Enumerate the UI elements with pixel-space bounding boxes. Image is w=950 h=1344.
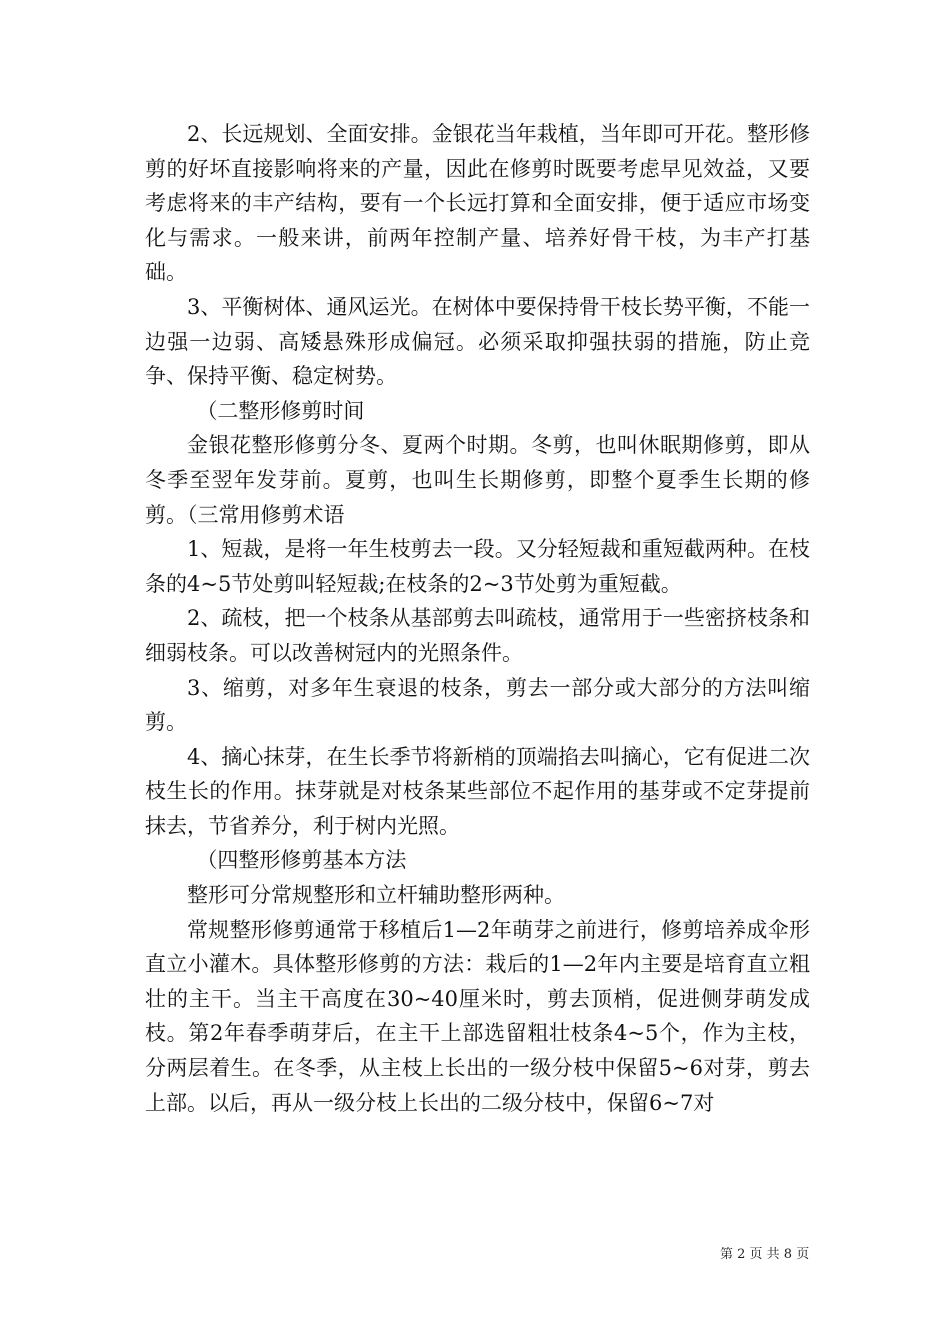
paragraph-regular-shaping: 常规整形修剪通常于移植后1—2年萌芽之前进行，修剪培养成伞形直立小灌木。具体整形修剪的方法：栽后的1—2年内主要是培育直立粗壮的主干。当主干高度在30~40厘米时，剪去顶梢，促进侧芽萌发成枝。第2年春季萌芽后，在主干上部选留粗壮枝条4~5个，作为主枝，分两层着生。在冬季，从主枝上长出的一级分枝中保留5~6对芽，剪去上部。以后，再从一级分枝上长出的二级分枝中，保留6~7对 [145,917,810,1115]
paragraph-shaping-types: 整形可分常规整形和立杆辅助整形两种。 [187,883,565,908]
paragraph-pruning-periods: 金银花整形修剪分冬、夏两个时期。冬剪，也叫休眠期修剪，即从冬季至翌年发芽前。夏剪，也叫生长期修剪，即整个夏季生长期的修剪。（三常用修剪术语 [145,433,810,527]
paragraph-short-cut: 1、短裁，是将一年生枝剪去一段。又分轻短裁和重短截两种。在枝条的4~5节处剪叫轻短裁;在枝条的2~3节处剪为重短截。 [145,537,810,596]
section-heading-basic-methods: （四整形修剪基本方法 [196,848,407,873]
paragraph-balance-tree: 3、平衡树体、通风运光。在树体中要保持骨干枝长势平衡，不能一边强一边弱、高矮悬殊形成偏冠。必须采取抑强扶弱的措施，防止竞争、保持平衡、稳定树势。 [145,294,810,389]
page-number-footer: 第 2 页 共 8 页 [720,1247,810,1262]
paragraph-shrink-cut: 3、缩剪，对多年生衰退的枝条，剪去一部分或大部分的方法叫缩剪。 [145,675,810,735]
paragraph-thinning: 2、疏枝，把一个枝条从基部剪去叫疏枝，通常用于一些密挤枝条和细弱枝条。可以改善树冠内的光照条件。 [145,606,810,665]
paragraph-long-term-planning: 2、长远规划、全面安排。金银花当年栽植，当年即可开花。整形修剪的好坏直接影响将来的产量，因此在修剪时既要考虑早见效益，又要考虑将来的丰产结构，要有一个长远打算和全面安排，便于适应市场变化与需求。一般来讲，前两年控制产量、培养好骨干枝，为丰产打基础。 [145,122,810,285]
document-body [145,117,810,1120]
paragraph-pinching-disbudding: 4、摘心抹芽，在生长季节将新梢的顶端掐去叫摘心，它有促进二次枝生长的作用。抹芽就是对枝条某些部位不起作用的基芽或不定芽提前抹去，节省养分，利于树内光照。 [145,744,810,838]
section-heading-pruning-time: （二整形修剪时间 [196,398,365,423]
